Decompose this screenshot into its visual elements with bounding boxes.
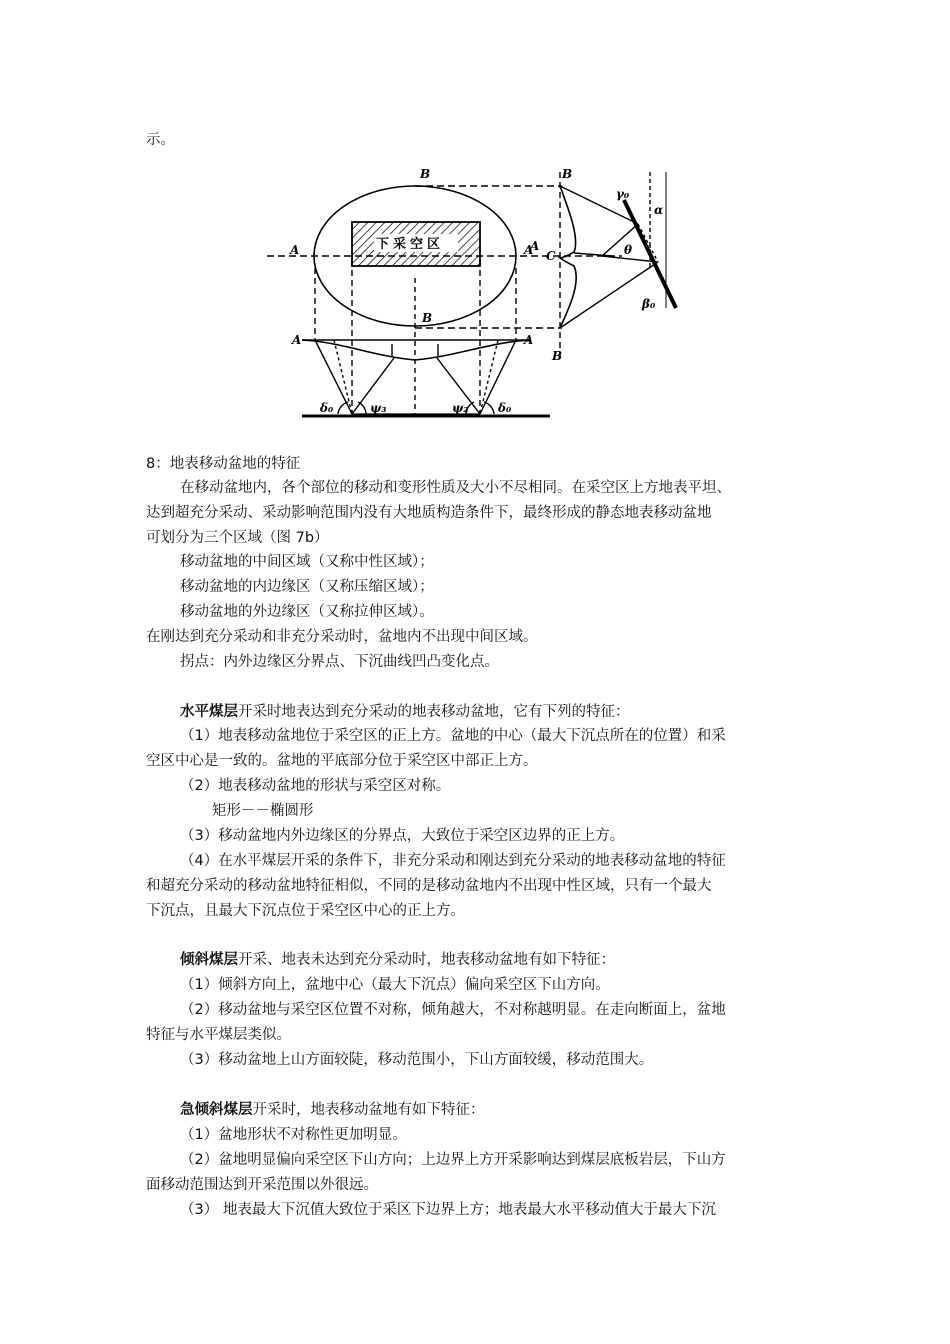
inclined-p3: （3）移动盆地上山方面较陡，移动范围小，下山方面较缓，移动范围大。 [180,1052,654,1068]
horizontal-p4-line3: 下沉点，且最大下沉点位于采空区中心的正上方。 [146,903,465,919]
steep-term: 急倾斜煤层 [180,1102,253,1118]
label-theta: θ [624,243,633,257]
label-psi3: ψ₃ [370,401,387,415]
zone-inner: 移动盆地的内边缘区（又称压缩区域）； [180,579,434,595]
goaf-label: 下采空区 [376,237,445,252]
horizontal-shape: 矩形－－椭圆形 [212,803,314,819]
section-8-title: 8：地表移动盆地的特征 [146,456,301,472]
section-8-intro-3: 可划分为三个区域（图 7b） [146,530,329,546]
horizontal-p1-line2: 空区中心是一致的。盆地的平底部分位于采空区中部正上方。 [146,753,538,769]
horizontal-intro [180,702,630,722]
label-c: C [546,249,556,263]
steep-intro [180,1100,485,1120]
zone-middle: 移动盆地的中间区域（又称中性区域）； [180,554,434,570]
label-delta0-left: δ₀ [320,401,334,415]
label-beta0: β₀ [642,297,656,311]
inclined-p2-line1: （2）移动盆地与采空区位置不对称，倾角越大，不对称越明显。在走向断面上，盆地 [180,1002,726,1018]
label-alpha: α [654,203,664,217]
horizontal-p4-line2: 和超充分采动的移动盆地特征相似，不同的是移动盆地内不出现中性区域，只有一个最大 [146,878,712,894]
label-a-section-left: A [292,333,302,347]
inclined-p2-line2: 特征与水平煤层类似。 [146,1027,291,1043]
subsidence-basin-figure [262,158,682,430]
label-a-left: A [290,243,300,257]
steep-p1: （1）盆地形状不对称性更加明显。 [180,1127,407,1143]
label-a-section-right: A [524,333,534,347]
horizontal-intro-rest: 开采时地表达到充分采动的地表移动盆地，它有下列的特征： [238,704,630,720]
inclined-intro-rest: 开采、地表未达到充分采动时，地表移动盆地有如下特征： [238,952,615,968]
horizontal-p1-line1: （1）地表移动盆地位于采空区的正上方。盆地的中心（最大下沉点所在的位置）和采 [180,728,726,744]
inclined-p1: （1）倾斜方向上，盆地中心（最大下沉点）偏向采空区下山方向。 [180,977,610,993]
label-gamma0: γ₀ [616,187,630,201]
steep-intro-rest: 开采时，地表移动盆地有如下特征： [252,1102,485,1118]
horizontal-p4-line1: （4）在水平煤层开采的条件下，非充分采动和刚达到充分采动的地表移动盆地的特征 [180,853,726,869]
label-b-bottom: B [422,311,433,325]
zone-outer: 移动盆地的外边缘区（又称拉伸区域）。 [180,604,434,620]
horizontal-p3: （3）移动盆地内外边缘区的分界点，大致位于采空区边界的正上方。 [180,828,625,844]
steep-p3: （3） 地表最大下沉值大致位于采区下边界上方；地表最大水平移动值大于最大下沉 [180,1202,716,1218]
label-a-right: A [524,243,534,257]
inflection-note: 拐点：内外边缘区分界点、下沉曲线凹凸变化点。 [180,654,499,670]
steep-p2-line1: （2）盆地明显偏向采空区下山方向；上边界上方开采影响达到煤层底板岩层，下山方 [180,1152,726,1168]
label-psi2: ψ₂ [452,401,469,415]
label-b-right-top: B [562,167,573,181]
horizontal-term: 水平煤层 [180,704,238,720]
label-delta0-right: δ₀ [498,401,512,415]
steep-p2-line2: 面移动范围达到开采范围以外很远。 [146,1177,378,1193]
label-a-right-mid: A [530,239,540,253]
label-b-top: B [420,167,431,181]
section-8-intro-1: 在移动盆地内，各个部位的移动和变形性质及大小不尽相同。在采空区上方地表平坦、 [180,480,731,496]
label-b-right-bottom: B [552,349,563,363]
lead-text: 示。 [146,132,175,148]
section-8-intro-2: 达到超充分采动、采动影响范围内没有大地质构造条件下，最终形成的静态地表移动盆地 [146,505,712,521]
section-8-note: 在刚达到充分采动和非充分采动时，盆地内不出现中间区域。 [146,629,538,645]
subsidence-curve [302,340,530,360]
horizontal-p2: （2）地表移动盆地的形状与采空区对称。 [180,778,451,794]
inclined-intro [180,950,615,970]
inclined-term: 倾斜煤层 [180,952,238,968]
right-subsidence-curve [560,186,576,328]
